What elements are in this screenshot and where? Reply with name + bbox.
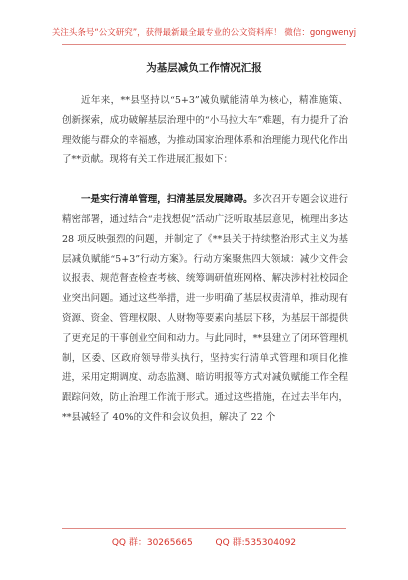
paragraph-text: 多次召开专题会议进行精密部署，通过结合“走找想促”活动广泛听取基层意见，梳理出多达 28 项反映强烈的问题，并制定了《**县关于持续整治形式主义为基层减负赋能“5+3”行动方案》。行动方案聚焦四大领域：减少文件会议报表、规范督查检查考核、统筹调研值班网格、解决涉村社校园企业突出问题。通过这些举措，进一步明确了基层权责清单，推动现有资源、资金、管理权限、人财物等要素向基层下移，为基层干部提供了更充足的干事创业空间和动力。与此同时，**县建立了闭环管理机制，区委、区政府领导带头执行，坚持实行清单式管理和项目化推进，采用定期调度、动态监测、暗访明报等方式对减负赋能工作全程跟踪问效，防止治理工作流于形式。通过这些措施，在过去半年内，**县减轻了 40%的文件和会议负担，解决了 22 个 — [62, 194, 348, 423]
paragraph-lead: 一是实行清单管理，扫清基层发展障碍。 — [81, 194, 253, 206]
paragraph-intro — [62, 91, 348, 170]
document-body — [62, 91, 348, 428]
header-watermark-note: 关注头条号“公文研究”，获得最新最全最专业的公文资料库！ 微信：gongwenyj — [51, 28, 357, 38]
footer-contact — [0, 535, 408, 548]
document-title: 为基层减负工作情况汇报 — [146, 62, 262, 74]
paragraph-section-one — [62, 190, 348, 428]
paragraph-text: 近年来，**县坚持以“5+3”减负赋能清单为核心，精准施策、创新探索，成功破解基层治理中的“小马拉大车”难题，有力提升了治理效能与群众的幸福感，为推动国家治理体系和治理能力现代化作出了**贡献。现将有关工作进展汇报如下： — [62, 95, 348, 166]
footer-qq-group-1: QQ 群：30265665 — [111, 538, 193, 548]
header-divider — [62, 44, 346, 45]
footer-qq-group-2: QQ 群:535304092 — [215, 538, 297, 548]
footer-divider — [62, 528, 346, 529]
